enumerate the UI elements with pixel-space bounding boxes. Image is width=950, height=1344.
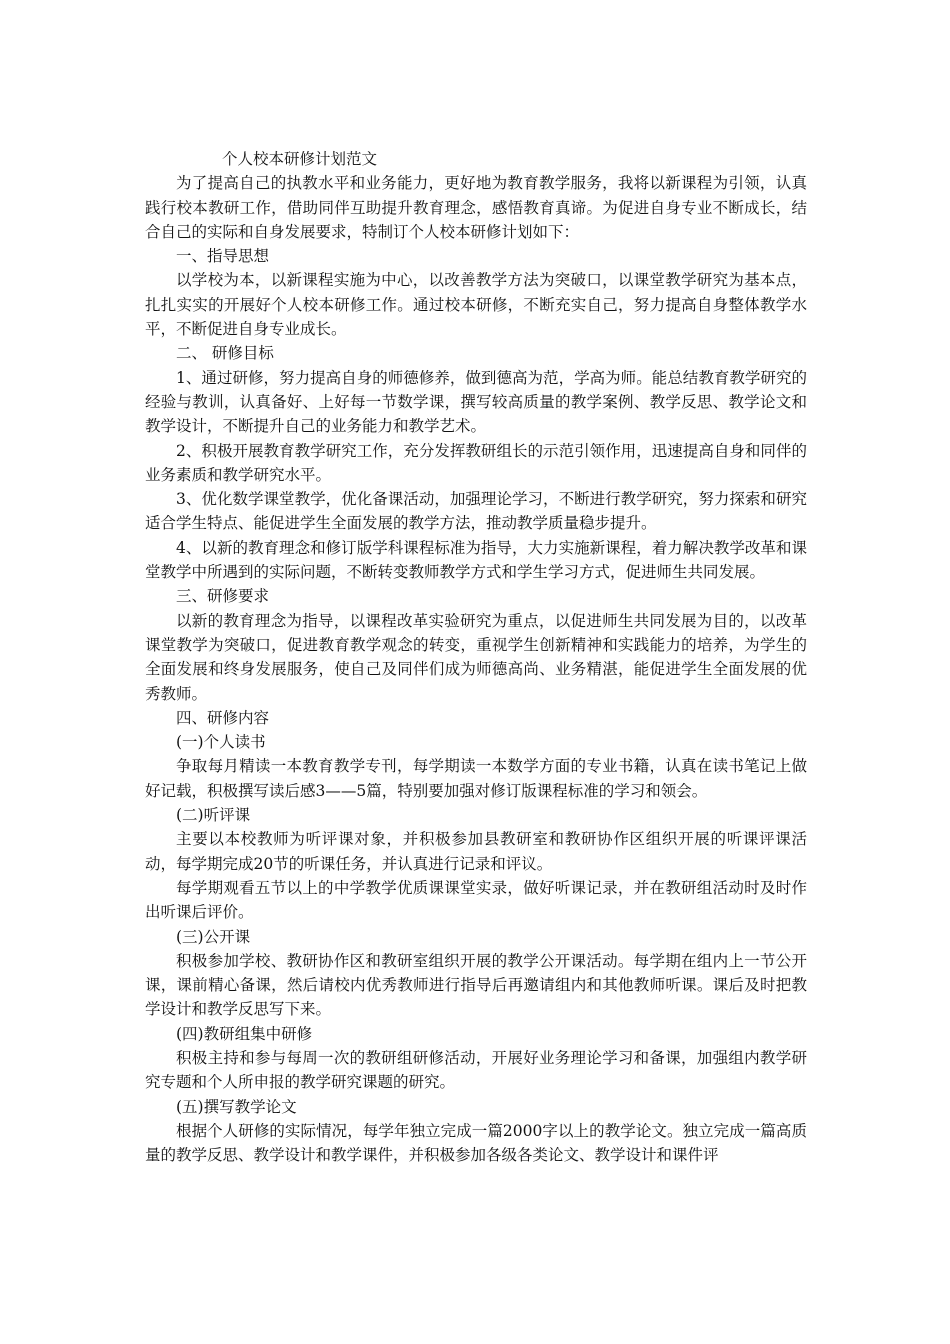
paragraph-guiding-ideology: 以学校为本，以新课程实施为中心，以改善教学方法为突破口，以课堂教学研究为基本点，扎扎实实的开展好个人校本研修工作。通过校本研修，不断充实自己，努力提高自身整体教学水平，不断促进自身专业成长。 xyxy=(145,271,807,339)
paragraph-lesson-evaluation-1: 主要以本校教师为听评课对象，并积极参加县教研室和教研协作区组织开展的听课评课活动，每学期完成20节的听课任务，并认真进行记录和评议。 xyxy=(145,830,807,873)
paragraph-reading: 争取每月精读一本教育教学专刊，每学期读一本数学方面的专业书籍，认真在读书笔记上做好记载，积极撰写读后感3——5篇，特别要加强对修订版课程标准的学习和领会。 xyxy=(145,757,807,800)
paragraph-requirements: 以新的教育理念为指导，以课程改革实验研究为重点，以促进师生共同发展为目的，以改革课堂教学为突破口，促进教育教学观念的转变，重视学生创新精神和实践能力的培养，为学生的全面发展和终身发展服务，使自己及同伴们成为师德高尚、业务精湛，能促进学生全面发展的优秀教师。 xyxy=(145,611,807,703)
section-heading-requirements: 三、研修要求 xyxy=(176,587,270,606)
subheading-lesson-evaluation: (二)听评课 xyxy=(176,806,251,825)
section-heading-content: 四、研修内容 xyxy=(176,708,270,727)
section-heading-guiding-ideology: 一、指导思想 xyxy=(176,247,270,266)
paragraph-papers: 根据个人研修的实际情况，每学年独立完成一篇2000字以上的教学论文。独立完成一篇高质量的教学反思、教学设计和教学课件，并积极参加各级各类论文、教学设计和课件评 xyxy=(145,1121,807,1165)
paragraph-intro: 为了提高自己的执教水平和业务能力，更好地为教育教学服务，我将以新课程为引领，认真践行校本教研工作，借助同伴互助提升教育理念，感悟教育真谛。为促进自身专业不断成长，结合自己的实际和自身发展要求，特制订个人校本研修计划如下： xyxy=(145,174,807,241)
subheading-papers: (五)撰写教学论文 xyxy=(176,1097,297,1116)
subheading-reading: (一)个人读书 xyxy=(176,733,266,752)
paragraph-goal-1: 1、通过研修，努力提高自身的师德修养，做到德高为范，学高为师。能总结教育教学研究的经验与教训，认真备好、上好每一节数学课，撰写较高质量的教学案例、教学反思、教学论文和教学设计，不断提升自己的业务能力和教学艺术。 xyxy=(145,368,807,436)
document-title: 个人校本研修计划范文 xyxy=(222,150,378,168)
paragraph-group-study: 积极主持和参与每周一次的教研组研修活动，开展好业务理论学习和备课，加强组内教学研究专题和个人所申报的教学研究课题的研究。 xyxy=(145,1048,807,1092)
section-heading-goals: 二、 研修目标 xyxy=(176,344,274,363)
paragraph-open-class: 积极参加学校、教研协作区和教研室组织开展的教学公开课活动。每学期在组内上一节公开课，课前精心备课，然后请校内优秀教师进行指导后再邀请组内和其他教师听课。课后及时把教学设计和教学反思写下来。 xyxy=(145,951,807,1019)
subheading-group-study: (四)教研组集中研修 xyxy=(176,1024,313,1043)
paragraph-goal-3: 3、优化数学课堂教学，优化备课活动，加强理论学习，不断进行教学研究，努力探索和研究适合学生特点、能促进学生全面发展的教学方法，推动教学质量稳步提升。 xyxy=(145,490,807,533)
paragraph-goal-2: 2、积极开展教育教学研究工作，充分发挥教研组长的示范引领作用，迅速提高自身和同伴的业务素质和教学研究水平。 xyxy=(145,441,807,484)
paragraph-lesson-evaluation-2: 每学期观看五节以上的中学教学优质课课堂实录，做好听课记录，并在教研组活动时及时作出听课后评价。 xyxy=(145,878,807,922)
document-page xyxy=(145,147,807,1167)
subheading-open-class: (三)公开课 xyxy=(176,927,251,946)
paragraph-goal-4: 4、以新的教育理念和修订版学科课程标准为指导，大力实施新课程，着力解决教学改革和课堂教学中所遇到的实际问题，不断转变教师教学方式和学生学习方式，促进师生共同发展。 xyxy=(145,538,807,582)
